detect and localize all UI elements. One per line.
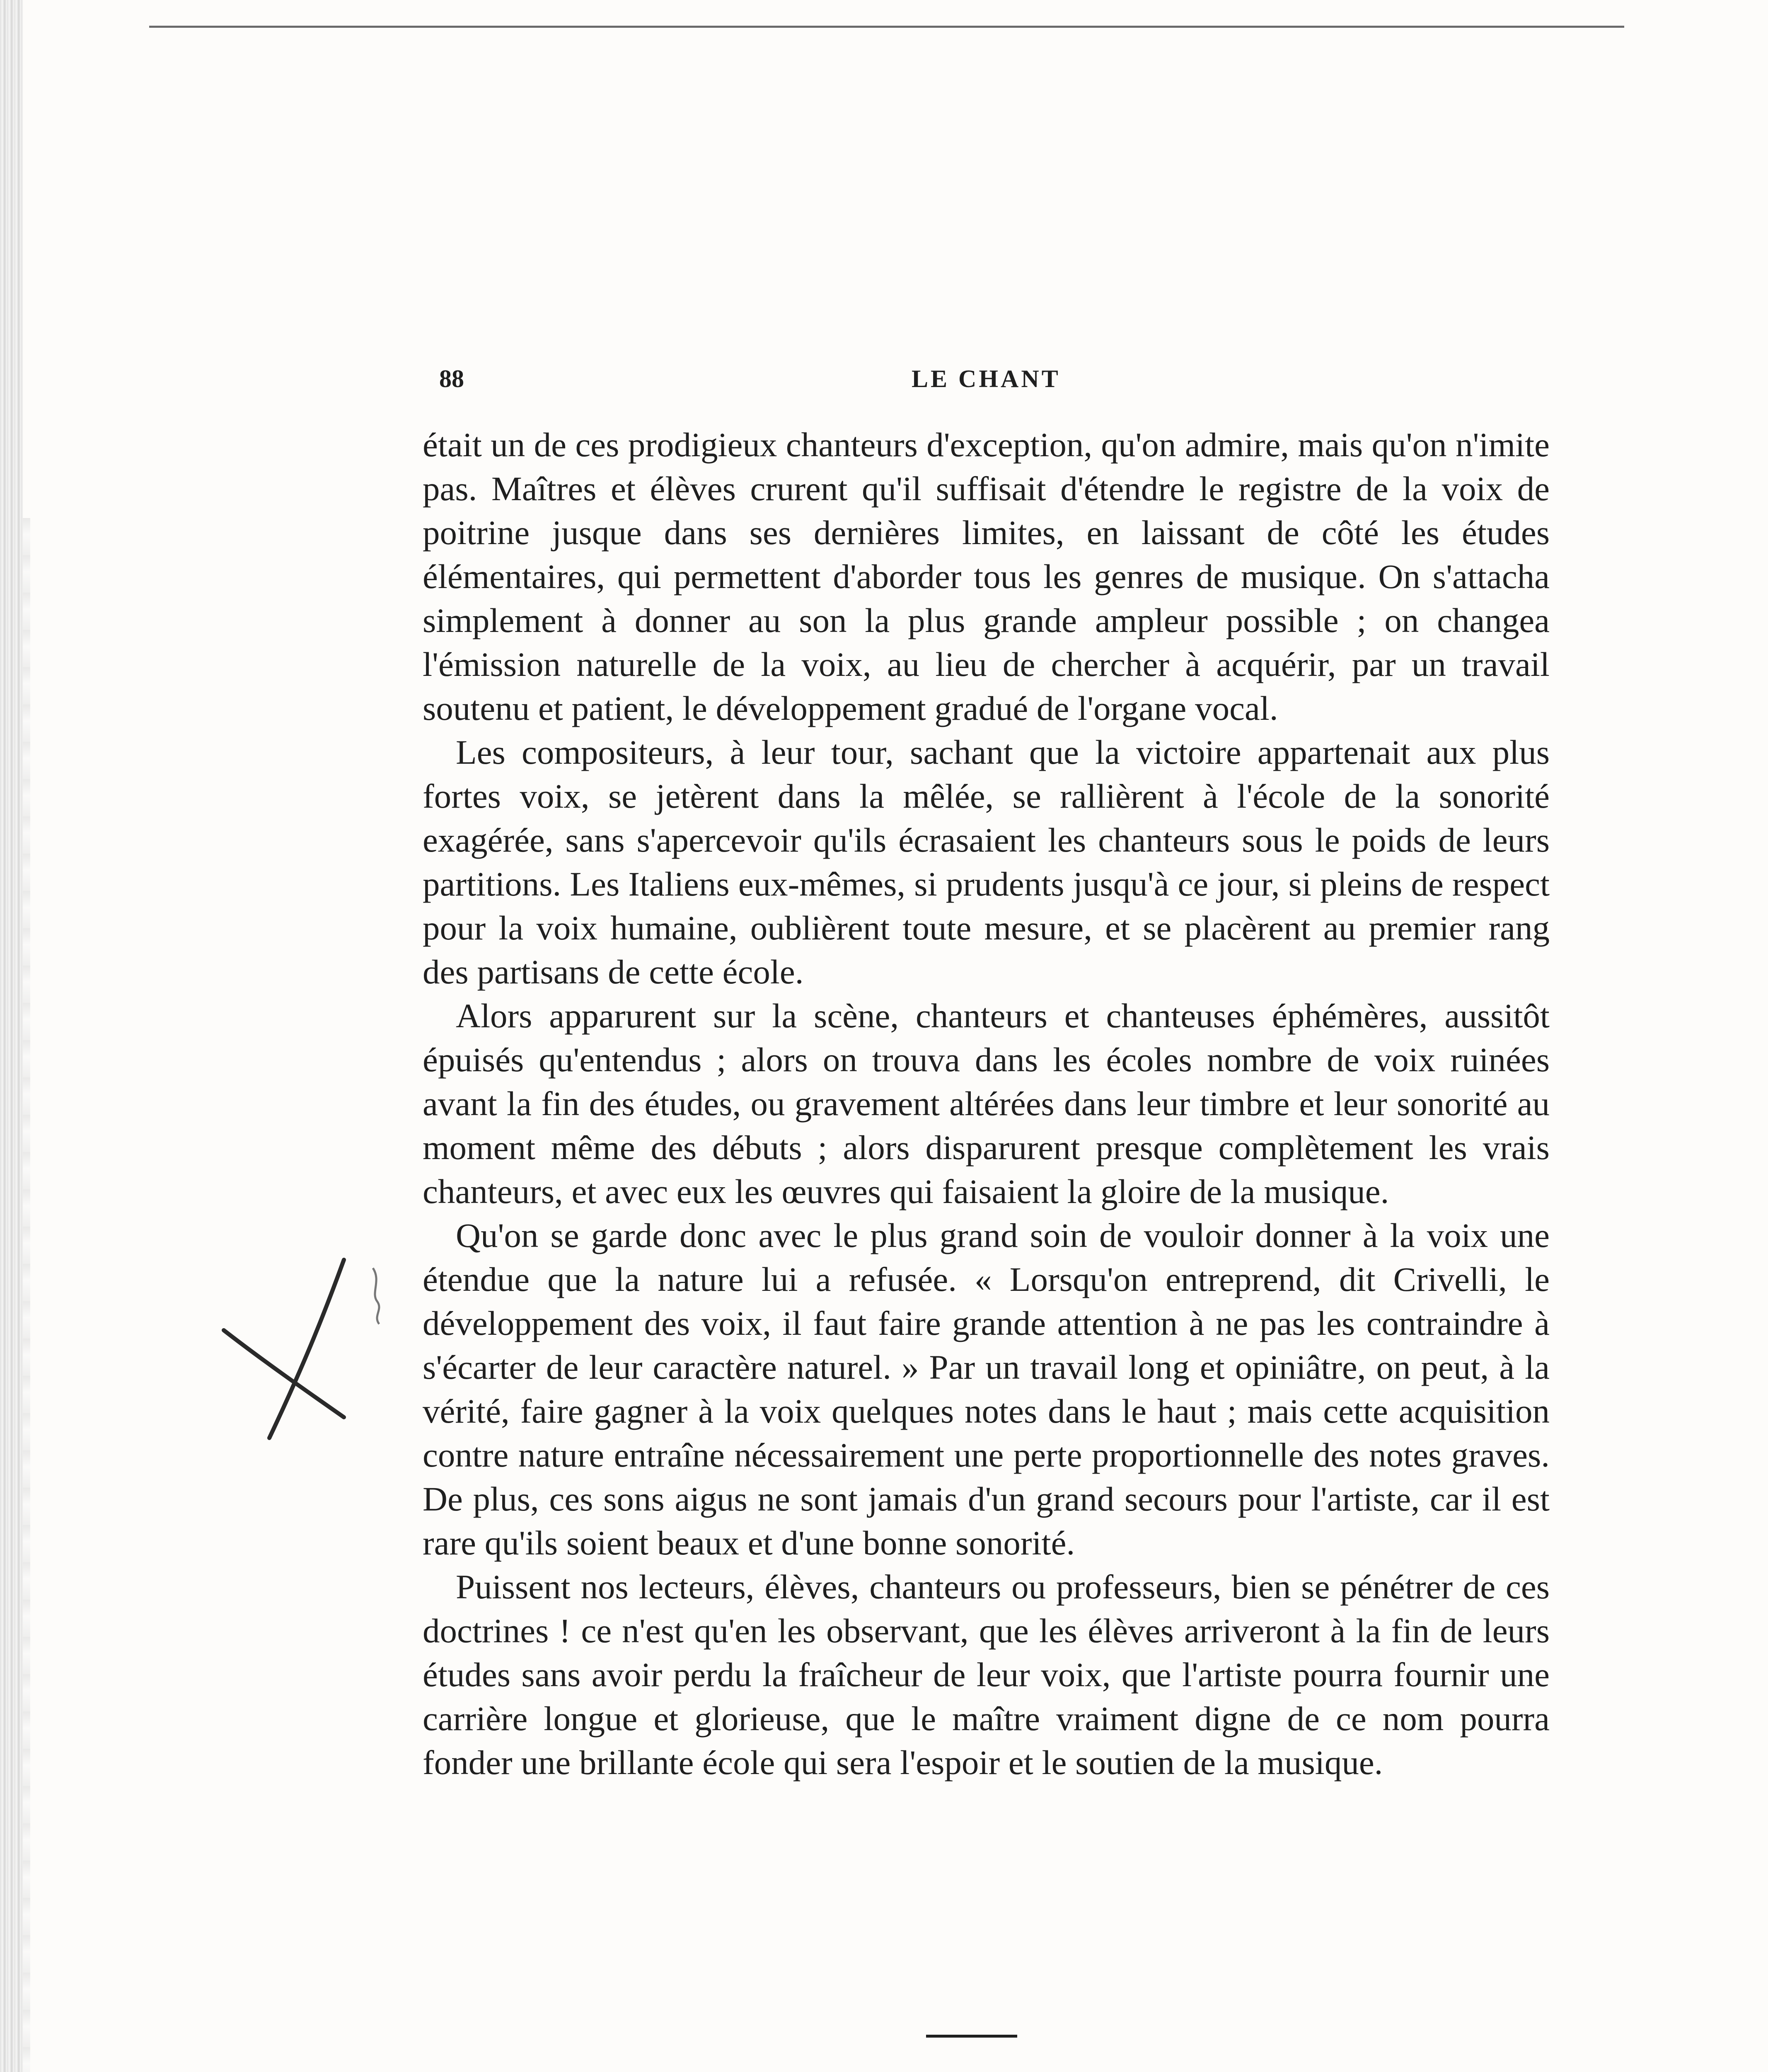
section-heading [423,2070,1550,2072]
page-header [423,365,1550,402]
paragraph-1: était un de ces prodigieux chanteurs d'exception, qu'on admire, mais qu'on n'imite pas. Maîtres et élèves crurent qu'il suffisait d'étendre le registre de la voix de poitrine jusque dans ses dernières limites, en laissant de côté les études élémentaires, qui permettent d'aborder tous les genres de musique. On s'attacha simplement à donner au son la plus grande ampleur possible ; on changea l'émission naturelle de la voix, au lieu de chercher à acquérir, par un travail soutenu et patient, le développement gradué de l'organe vocal. [423,426,1550,727]
page-number: 88 [439,365,464,392]
scan-edge-shadow [0,0,23,2072]
paragraph-5: Puissent nos lecteurs, élèves, chanteurs ou professeurs, bien se pénétrer de ces doctrines ! ce n'est qu'en les observant, que les élèves arriveront à la fin de leurs études sans avoir perdu la fraîcheur de leur voix, que l'artiste pourra fournir une carrière longue et glorieuse, que le maître vraiment digne de ce nom pourra fonder une brillante école qui sera l'espoir et le soutien de la musique. [423,1568,1550,1782]
paragraph-4: Qu'on se garde donc avec le plus grand soin de vouloir donner à la voix une étendue que la nature lui a refusée. « Lorsqu'on entreprend, dit Crivelli, le développement des voix, il faut faire grande attention à ne pas les contraindre à s'écarter de leur caractère naturel. » Par un travail long et opiniâtre, on peut, à la vérité, faire gagner à la voix quelques notes dans le haut ; mais cette acquisition contre nature entraîne nécessairement une perte proportionnelle des notes graves. De plus, ces sons aigus ne sont jamais d'un grand secours pour l'artiste, car il est rare qu'ils soient beaux et d'une bonne sonorité. [423,1216,1550,1562]
body-text [423,423,1550,1784]
handwritten-cross-icon [207,1243,398,1442]
scan-top-line [149,26,1624,28]
running-head: LE CHANT [912,365,1061,392]
section-divider [926,2035,1017,2038]
scan-edge-streak [23,518,30,2072]
paragraph-3: Alors apparurent sur la scène, chanteurs et chanteuses éphémères, aussitôt épuisés qu'entendus ; alors on trouva dans les écoles nombre de voix ruinées avant la fin des études, ou gravement altérées dans leur timbre et leur sonorité au moment même des débuts ; alors disparurent presque complètement les vrais chanteurs, et avec eux les œuvres qui faisaient la gloire de la musique. [423,997,1550,1210]
paragraph-2: Les compositeurs, à leur tour, sachant que la victoire appartenait aux plus fortes voix, se jetèrent dans la mêlée, se rallièrent à l'école de la sonorité exagérée, sans s'apercevoir qu'ils écrasaient les chanteurs sous le poids de leurs partitions. Les Italiens eux-mêmes, si prudents jusqu'à ce jour, si pleins de respect pour la voix humaine, oublièrent toute mesure, et se placèrent au premier rang des partisans de cette école. [423,733,1550,991]
